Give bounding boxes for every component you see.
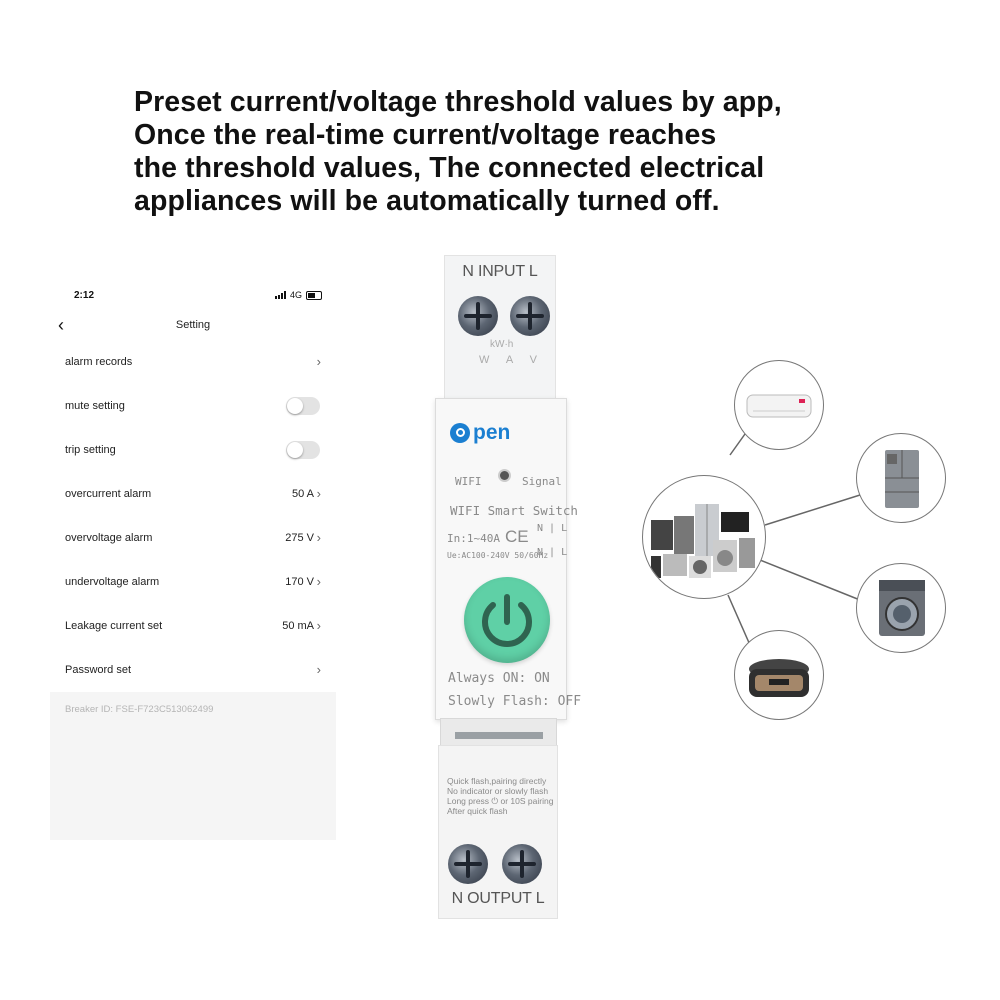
breaker-device [430,250,582,920]
settings-row-value: 275 V [285,532,314,544]
refrigerator-icon [856,433,946,523]
brand-logo-icon [450,423,470,443]
chevron-right-icon: › [316,486,321,502]
pairing-note: After quick flash [447,806,508,816]
settings-row[interactable] [50,340,336,384]
settings-row[interactable] [50,428,336,472]
toggle-switch[interactable] [286,441,320,459]
settings-row-label: trip setting [65,444,116,456]
output-label: N OUTPUT L [451,890,545,907]
screw-icon [510,296,550,336]
screw-icon [502,844,542,884]
chevron-right-icon: › [316,574,321,590]
pairing-note: Long press ⏻ or 10S pairing [447,796,554,806]
brand-name: pen [473,421,511,444]
brand-logo [450,421,510,445]
settings-row-value: 50 A [291,488,314,500]
status-time: 2:12 [74,290,95,301]
screw-icon [458,296,498,336]
power-button[interactable] [464,577,550,663]
headline-line-3: the threshold values, The connected electrical [134,152,765,184]
appliances-diagram [640,355,950,725]
settings-row-value: 170 V [285,576,314,588]
nl-bottom: N | L [537,547,568,558]
breaker-id: Breaker ID: FSE-F723C513062499 [65,704,214,715]
settings-row-label: Password set [65,664,132,676]
settings-row[interactable] [50,472,336,516]
rating-label: In:1~40A [447,532,500,545]
ce-mark: CE [505,527,529,546]
washing-machine-icon [856,563,946,653]
settings-list [50,340,336,692]
home-appliances-group-icon [642,475,766,599]
battery-icon [306,291,322,300]
settings-row-label: Leakage current set [65,620,163,632]
input-terminal-block [444,255,556,407]
settings-row-label: undervoltage alarm [65,576,160,588]
nl-top: N | L [537,523,568,534]
headline-line-2: Once the real-time current/voltage reaches [134,119,717,151]
screw-icon [448,844,488,884]
settings-row[interactable] [50,604,336,648]
headline-line-4: appliances will be automatically turned off. [134,185,720,217]
slow-flash-label: Slowly Flash: OFF [448,694,582,709]
headline [134,86,854,218]
page-title: Setting [175,319,211,331]
toggle-switch[interactable] [286,397,320,415]
indicator-led [500,471,509,480]
footer-area [50,692,336,840]
input-label: N INPUT L [462,263,538,280]
headline-line-1: Preset current/voltage threshold values by app, [134,86,782,118]
signal-label: Signal [522,475,562,488]
settings-row[interactable] [50,516,336,560]
output-terminal-block [438,745,558,919]
model-label: WIFI Smart Switch [450,503,578,518]
nav-bar [50,316,336,336]
network-type: 4G [289,290,302,300]
chevron-right-icon: › [316,530,321,546]
back-icon[interactable]: ‹ [58,315,64,335]
din-rail-clip [440,718,557,748]
settings-row[interactable] [50,384,336,428]
wav-label: W A V [479,354,544,366]
chevron-right-icon: › [316,618,321,634]
status-right [275,290,322,300]
wifi-label: WIFI [455,475,482,488]
settings-row-label: alarm records [65,356,133,368]
kwh-label: kW·h [490,339,514,350]
breaker-front-panel [435,398,582,720]
pairing-note: Quick flash,pairing directly [447,776,547,786]
settings-row-label: overvoltage alarm [65,532,153,544]
chevron-right-icon: › [316,354,321,370]
settings-row[interactable] [50,560,336,604]
settings-row[interactable] [50,648,336,692]
power-icon [464,577,550,663]
settings-row-value: 50 mA [282,620,314,632]
phone-screen [50,278,336,840]
air-conditioner-icon [734,360,824,450]
status-bar [50,290,336,306]
pairing-note: No indicator or slowly flash [447,786,549,796]
voltage-label: Ue:AC100-240V 50/60Hz [447,551,549,560]
settings-row-label: mute setting [65,400,125,412]
chevron-right-icon: › [316,662,321,678]
settings-row-label: overcurrent alarm [65,488,152,500]
rice-cooker-icon [734,630,824,720]
always-on-label: Always ON: ON [448,671,550,686]
signal-icon [275,291,286,299]
